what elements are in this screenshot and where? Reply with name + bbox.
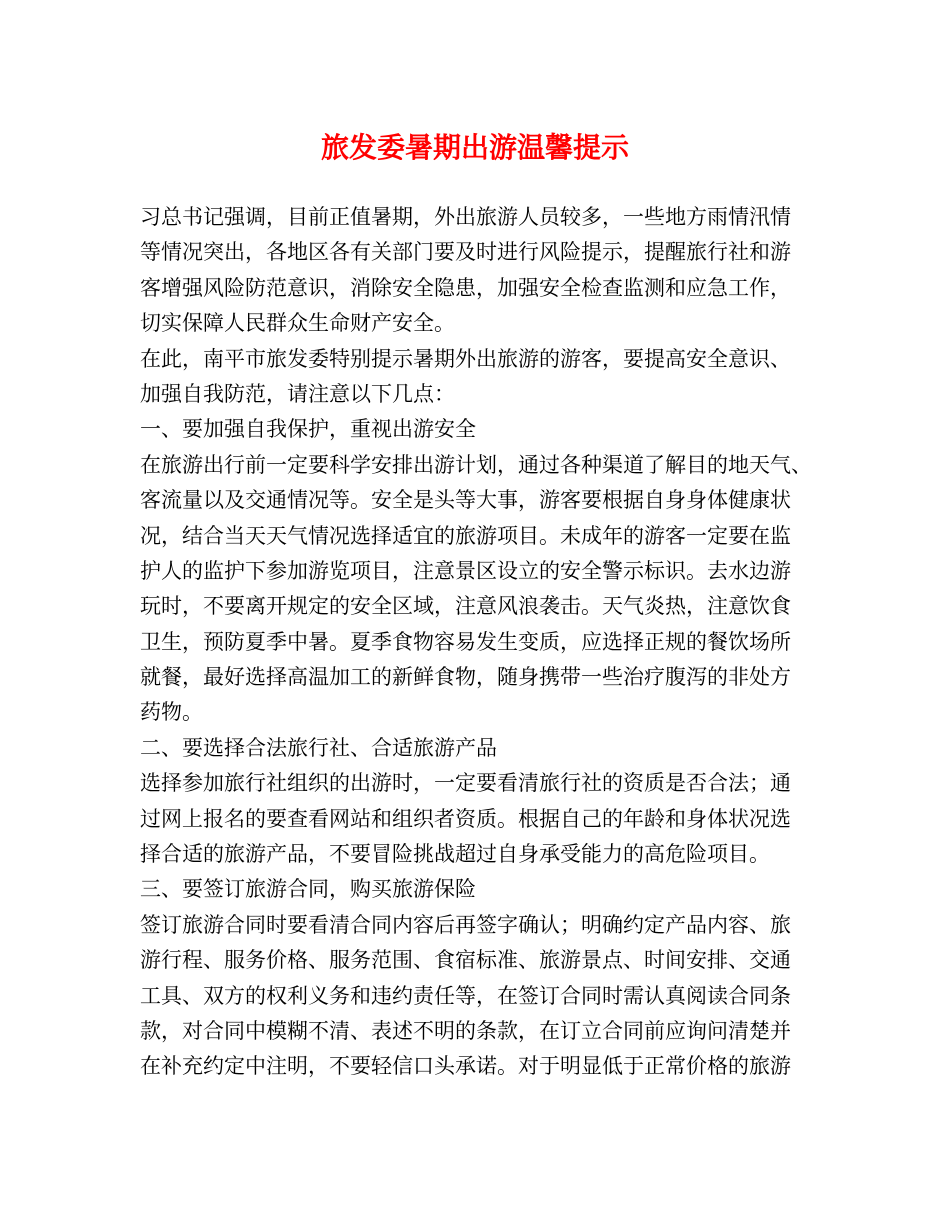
- text-line: 护人的监护下参加游览项目，注意景区设立的安全警示标识。去水边游: [140, 558, 791, 583]
- text-line: 在旅游出行前一定要科学安排出游计划，通过各种渠道了解目的地天气、: [140, 452, 812, 477]
- text-line: 玩时，不要离开规定的安全区域，注意风浪袭击。天气炎热，注意饮食: [140, 594, 791, 619]
- text-line: 在补充约定中注明，不要轻信口头承诺。对于明显低于正常价格的旅游: [140, 1054, 791, 1079]
- text-line: 签订旅游合同时要看清合同内容后再签字确认；明确约定产品内容、旅: [140, 912, 791, 937]
- text-line: 在此，南平市旅发委特别提示暑期外出旅游的游客，要提高安全意识、: [140, 346, 791, 371]
- document-title: 旅发委暑期出游温馨提示: [320, 131, 629, 164]
- text-line: 卫生，预防夏季中暑。夏季食物容易发生变质，应选择正规的餐饮场所: [140, 629, 791, 654]
- text-line: 加强自我防范，请注意以下几点：: [140, 381, 455, 406]
- section-heading-3: 三、要签订旅游合同，购买旅游保险: [140, 877, 476, 902]
- section-heading-1: 一、要加强自我保护，重视出游安全: [140, 417, 476, 442]
- text-line: 况，结合当天天气情况选择适宜的旅游项目。未成年的游客一定要在监: [140, 523, 791, 548]
- text-line: 工具、双方的权利义务和违约责任等，在签订合同时需认真阅读合同条: [140, 983, 791, 1008]
- text-line: 客流量以及交通情况等。安全是头等大事，游客要根据自身身体健康状: [140, 488, 791, 513]
- document-body: [140, 200, 820, 1085]
- text-line: 过网上报名的要查看网站和组织者资质。根据自己的年龄和身体状况选: [140, 806, 791, 831]
- text-line: 习总书记强调，目前正值暑期，外出旅游人员较多，一些地方雨情汛情: [140, 205, 791, 229]
- text-line: 游行程、服务价格、服务范围、食宿标准、旅游景点、时间安排、交通: [140, 948, 791, 973]
- text-line: 切实保障人民群众生命财产安全。: [140, 311, 455, 336]
- text-line: 择合适的旅游产品，不要冒险挑战超过自身承受能力的高危险项目。: [140, 842, 770, 867]
- text-line: 客增强风险防范意识，消除安全隐患，加强安全检查监测和应急工作，: [140, 275, 791, 300]
- text-line: 款，对合同中模糊不清、表述不明的条款，在订立合同前应询问清楚并: [140, 1018, 791, 1043]
- text-line: 选择参加旅行社组织的出游时，一定要看清旅行社的资质是否合法；通: [140, 771, 791, 796]
- section-heading-2: 二、要选择合法旅行社、合适旅游产品: [140, 735, 497, 760]
- text-line: 等情况突出，各地区各有关部门要及时进行风险提示，提醒旅行社和游: [140, 240, 791, 265]
- text-line: 就餐，最好选择高温加工的新鲜食物，随身携带一些治疗腹泻的非处方: [140, 665, 791, 690]
- text-line: 药物。: [140, 700, 203, 725]
